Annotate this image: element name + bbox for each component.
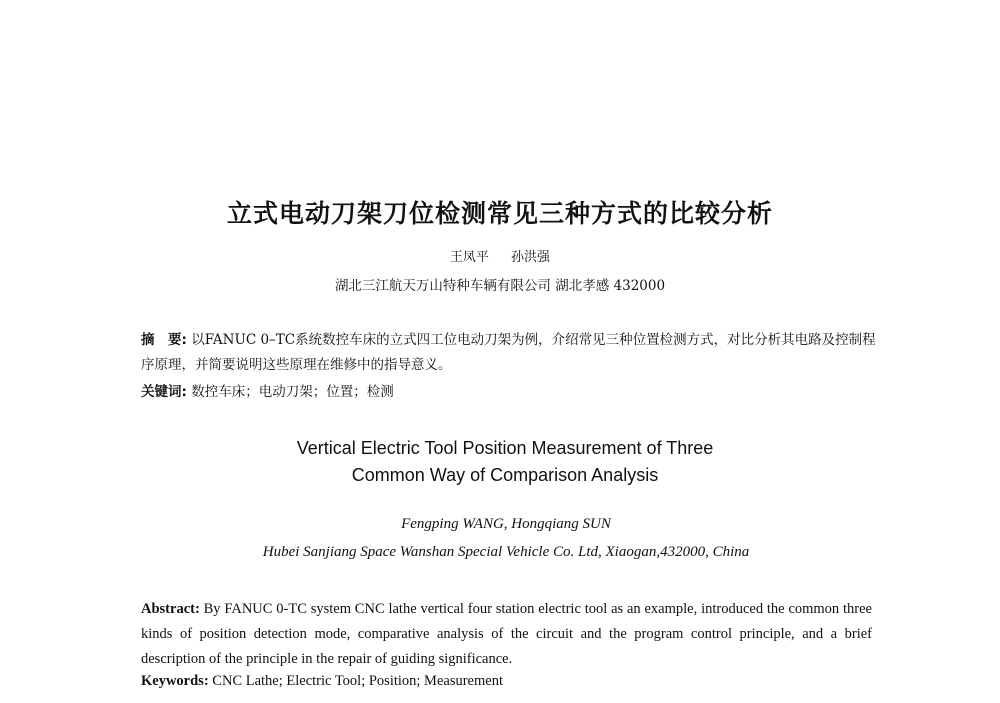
chinese-keywords-label: 关键词: bbox=[141, 384, 187, 400]
chinese-abstract-text: 以FANUC 0–TC系统数控车床的立式四工位电动刀架为例，介绍常见三种位置检测方式，对比分析其电路及控制程序原理，并简要说明这些原理在维修中的指导意义。 bbox=[141, 332, 876, 373]
english-authors: Fengping WANG, Hongqiang SUN bbox=[401, 516, 611, 532]
chinese-abstract-label: 摘 要: bbox=[141, 332, 187, 348]
english-title-line-2: Common Way of Comparison Analysis bbox=[351, 465, 659, 485]
english-abstract-label: Abstract: bbox=[141, 601, 200, 617]
chinese-authors: 王凤平 孙洪强 bbox=[449, 250, 551, 265]
chinese-title: 立式电动刀架刀位检测常见三种方式的比较分析 bbox=[226, 199, 773, 228]
english-abstract bbox=[141, 597, 872, 672]
english-keywords-text: CNC Lathe; Electric Tool; Position; Measurement bbox=[208, 673, 503, 689]
english-affiliation: Hubei Sanjiang Space Wanshan Special Vehicle Co. Ltd, Xiaogan,432000, China bbox=[262, 544, 750, 560]
chinese-keywords bbox=[141, 380, 876, 400]
english-keywords-label: Keywords: bbox=[141, 673, 209, 689]
chinese-abstract bbox=[141, 328, 876, 378]
english-abstract-text: By FANUC 0-TC system CNC lathe vertical four station electric tool as an example, introduced the common three kinds of position detection mode, comparative analysis of the circuit and the program control principle, and a brief description of the principle in the repair of guiding significance. bbox=[141, 601, 872, 667]
english-keywords bbox=[141, 673, 872, 690]
english-title-line-1: Vertical Electric Tool Position Measurement of Three bbox=[296, 438, 714, 458]
chinese-affiliation: 湖北三江航天万山特种车辆有限公司 湖北孝感 432000 bbox=[334, 278, 666, 294]
chinese-keywords-text: 数控车床；电动刀架；位置；检测 bbox=[186, 384, 394, 400]
english-title bbox=[0, 435, 1000, 489]
